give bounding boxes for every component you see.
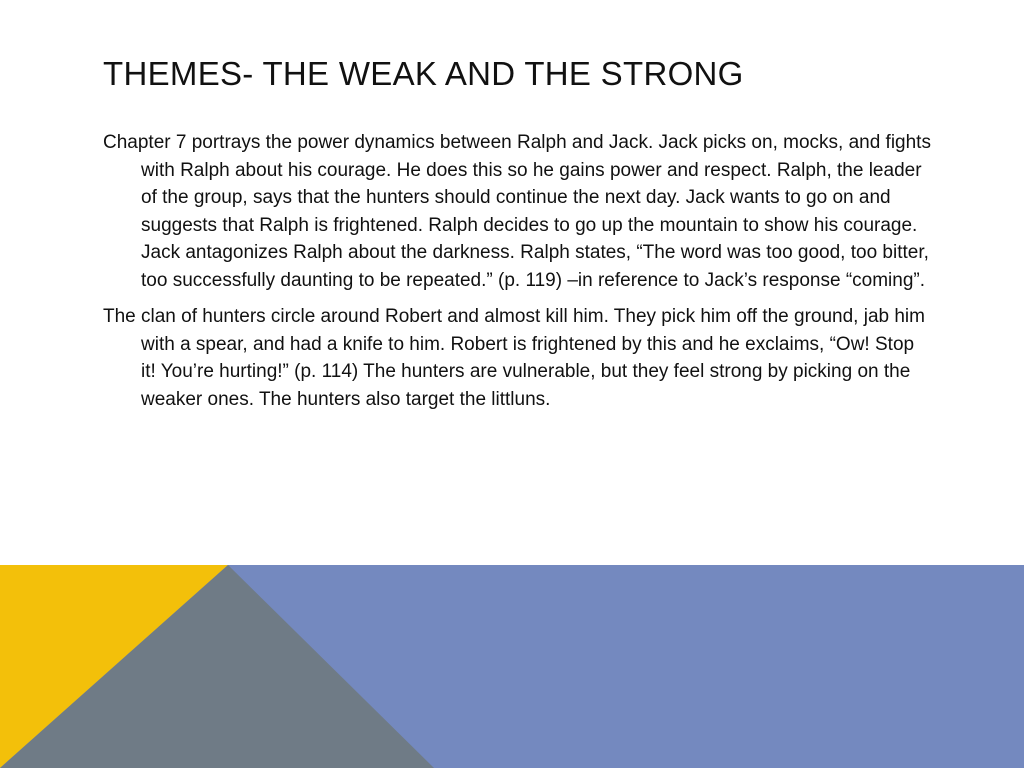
body-paragraph-1: Chapter 7 portrays the power dynamics between Ralph and Jack. Jack picks on, mocks, and fights with Ralph about his courage. He does this so he gains power and respect. Ralph, the leader of the group, says that the hunters should continue the next day. Jack wants to go on and suggests that Ralph is frightened. Ralph decides to go up the mountain to show his courage. Jack antagonizes Ralph about the darkness. Ralph states, “The word was too good, too bitter, too successfully daunting to be repeated.” (p. 119) –in reference to Jack’s response “coming”. [103, 132, 931, 291]
slide-body [103, 129, 933, 422]
body-paragraph-2: The clan of hunters circle around Robert and almost kill him. They pick him off the ground, jab him with a spear, and had a knife to him. Robert is frightened by this and he exclaims, “Ow! Stop it! You’re hurting!” (p. 114) The hunters are vulnerable, but they feel strong by picking on the weaker ones. The hunters also target the littluns. [103, 306, 925, 410]
slide-title: THEMES- THE WEAK AND THE STRONG [103, 55, 744, 92]
decorative-color-band [0, 565, 1024, 768]
